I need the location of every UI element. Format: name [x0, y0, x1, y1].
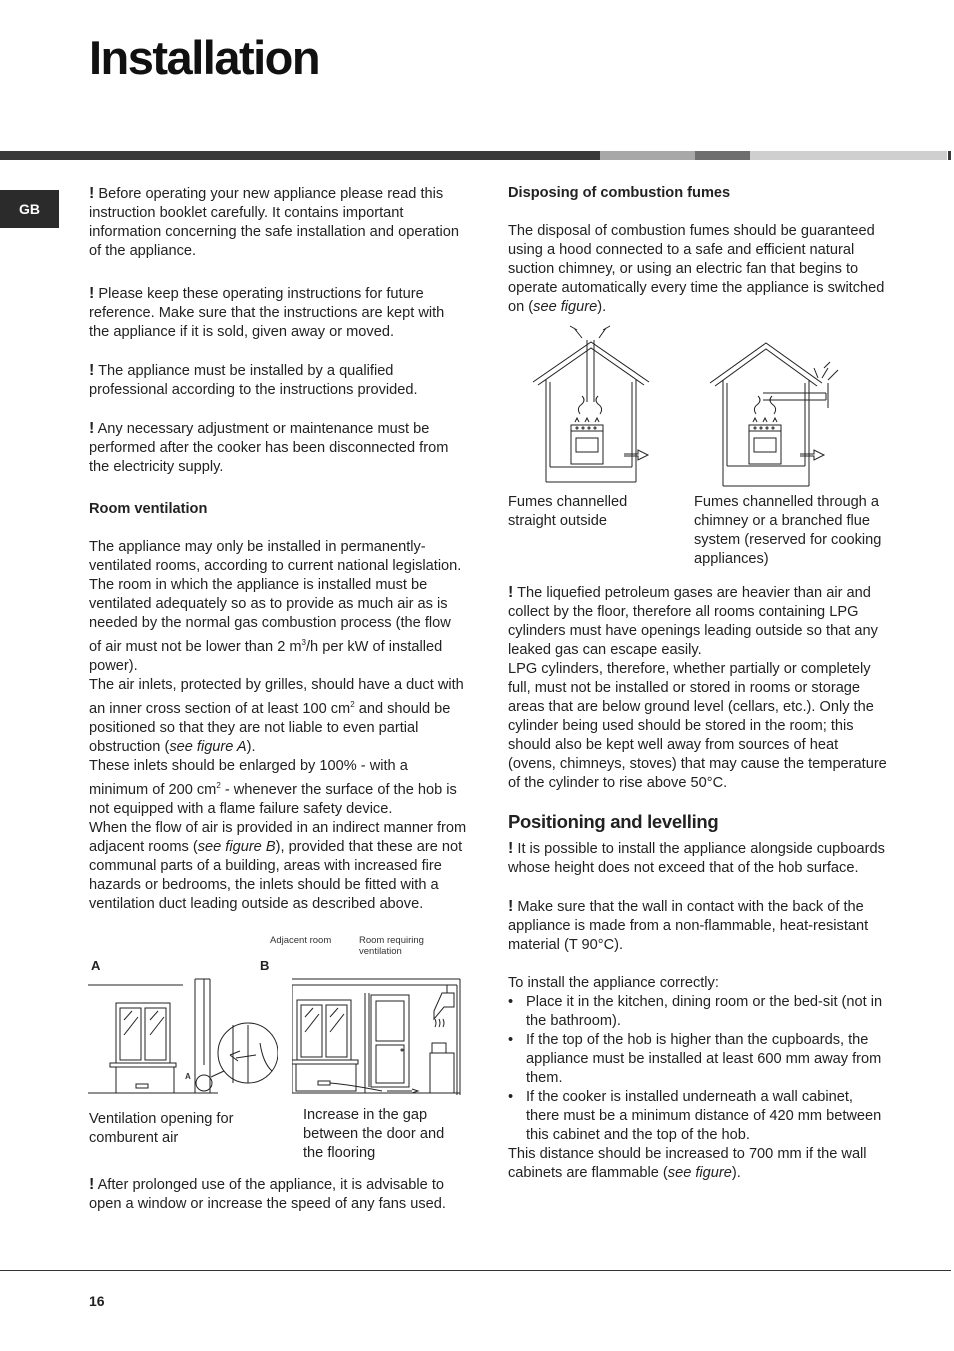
- figure-a-label: A: [91, 958, 101, 973]
- list-item: • If the cooker is installed underneath a wall cabinet, there must be a minimum distance of 420 mm between this cabinet and the top of the hob.: [508, 1089, 882, 1143]
- warning-mark: !: [89, 285, 95, 302]
- header-bar-dark2: [695, 151, 750, 160]
- list-item: • Place it in the kitchen, dining room or the bed-sit (not in the bathroom).: [508, 994, 883, 1029]
- figure-label-room-requiring: Room requiring ventilation: [359, 935, 424, 957]
- figure-a-ventilation-opening: [88, 975, 278, 1095]
- warning-prolonged-use: ! After prolonged use of the appliance, it is advisable to open a window or increase the speed of any fans used.: [89, 1176, 446, 1212]
- figure-fumes-chimney: [708, 338, 858, 490]
- language-tab: GB: [0, 190, 59, 228]
- figure-label-adjacent-room: Adjacent room: [270, 935, 332, 946]
- fumes-paragraph: The disposal of combustion fumes should be guaranteed using a hood connected to a safe and efficient natural suction chimney, or using an electric fan that begins to operate automatically every time the appliance is switched on (see figure).: [508, 223, 885, 315]
- page-number: 16: [89, 1293, 105, 1309]
- warning-mark: !: [508, 898, 514, 915]
- footer-rule: [0, 1270, 951, 1271]
- lpg-warning: ! The liquefied petroleum gases are heavier than air and collect by the floor, therefore all rooms containing LPG cylinders must have openings leading outside so that any leaked gas can escape easily.: [508, 584, 878, 658]
- positioning-warning-cupboards: ! It is possible to install the appliance alongside cupboards whose height does not exceed that of the hob surface.: [508, 840, 885, 876]
- warning-mark: !: [89, 362, 95, 379]
- warning-mark: !: [508, 584, 514, 601]
- caption-fumes-straight: Fumes channelled straight outside: [508, 494, 628, 529]
- caption-door-gap: Increase in the gap between the door and the flooring: [303, 1107, 445, 1161]
- warning-mark: !: [89, 1176, 95, 1193]
- warning-disconnect: ! Any necessary adjustment or maintenance must be performed after the cooker has been disconnected from the electricity supply.: [89, 420, 449, 475]
- warning-mark: !: [508, 840, 514, 857]
- positioning-heading: Positioning and levelling: [508, 811, 719, 832]
- figure-b-adjacent-room-ventilation: [292, 975, 464, 1100]
- figure-b-label: B: [260, 958, 270, 973]
- header-bar-light: [750, 151, 947, 160]
- warning-keep-instructions: ! Please keep these operating instructions for future reference. Make sure that the instructions are kept with the appliance if it is sold, given away or moved.: [89, 285, 445, 340]
- left-column: [89, 184, 467, 914]
- figure-a-inlet-label: A: [185, 1072, 191, 1081]
- right-column-lpg-positioning: [508, 583, 888, 1183]
- figure-fumes-straight-outside: [530, 322, 652, 492]
- warning-mark: !: [89, 420, 95, 437]
- lpg-storage: LPG cylinders, therefore, whether partially or completely full, must not be installed or stored in rooms or storage areas that are below ground level (cellars, etc.). Only the cylinder being used should be stored in the room; this should also be kept well away from sources of heat (ovens, chimneys, stoves) that may cause the temperature of the cylinder to rise above 50°C.: [508, 661, 887, 791]
- fumes-heading: Disposing of combustion fumes: [508, 185, 731, 201]
- right-column-fumes: [508, 184, 888, 317]
- warning-mark: !: [89, 185, 95, 202]
- header-bar-end: [948, 151, 951, 160]
- list-item: • If the top of the hob is higher than the cupboards, the appliance must be installed at least 600 mm away from them.: [508, 1032, 882, 1086]
- room-ventilation-paragraph: The appliance may only be installed in permanently-ventilated rooms, according to current national legislation. The room in which the appliance is installed must be ventilated adequately so as to provide as much air as is needed by the normal gas combustion process (the flow of air must not be lower than 2 $m^3/h$ per kW of installed power). The air inlets, protected by grilles, should have a duct with an inner cross section of at least 100 $cm^2$ and should be positioned so that they are not liable to even partial obstruction (see figure A). These inlets should be enlarged by 100% - with a minimum of 200 $cm^2$ - whenever the surface of the hob is not equipped with a flame failure safety device. When the flow of air is provided in an indirect manner from adjacent rooms (see figure B), provided that these are not communal parts of a building, areas with increased fire hazards or bedrooms, the inlets should be fitted with a ventilation duct leading outside as described above.: [89, 539, 467, 912]
- page-title: Installation: [89, 31, 320, 84]
- positioning-warning-wall: ! Make sure that the wall in contact with the back of the appliance is made from a non-flammable, heat-resistant material (T 90°C).: [508, 898, 869, 953]
- header-bar-dark: [0, 151, 600, 160]
- caption-ventilation-opening: Ventilation opening for comburent air: [89, 1111, 234, 1146]
- caption-fumes-chimney: Fumes channelled through a chimney or a branched flue system (reserved for cooking appliances): [694, 494, 882, 567]
- warning-qualified: ! The appliance must be installed by a qualified professional according to the instructions provided.: [89, 362, 418, 398]
- positioning-end: This distance should be increased to 700 mm if the wall cabinets are flammable (see figure).: [508, 1146, 867, 1181]
- positioning-intro: To install the appliance correctly:: [508, 975, 719, 991]
- warning-read-booklet: ! Before operating your new appliance please read this instruction booklet carefully. It contains important information concerning the safe installation and operation of the appliance.: [89, 185, 459, 259]
- room-ventilation-heading: Room ventilation: [89, 501, 208, 517]
- header-bar-mid: [600, 151, 695, 160]
